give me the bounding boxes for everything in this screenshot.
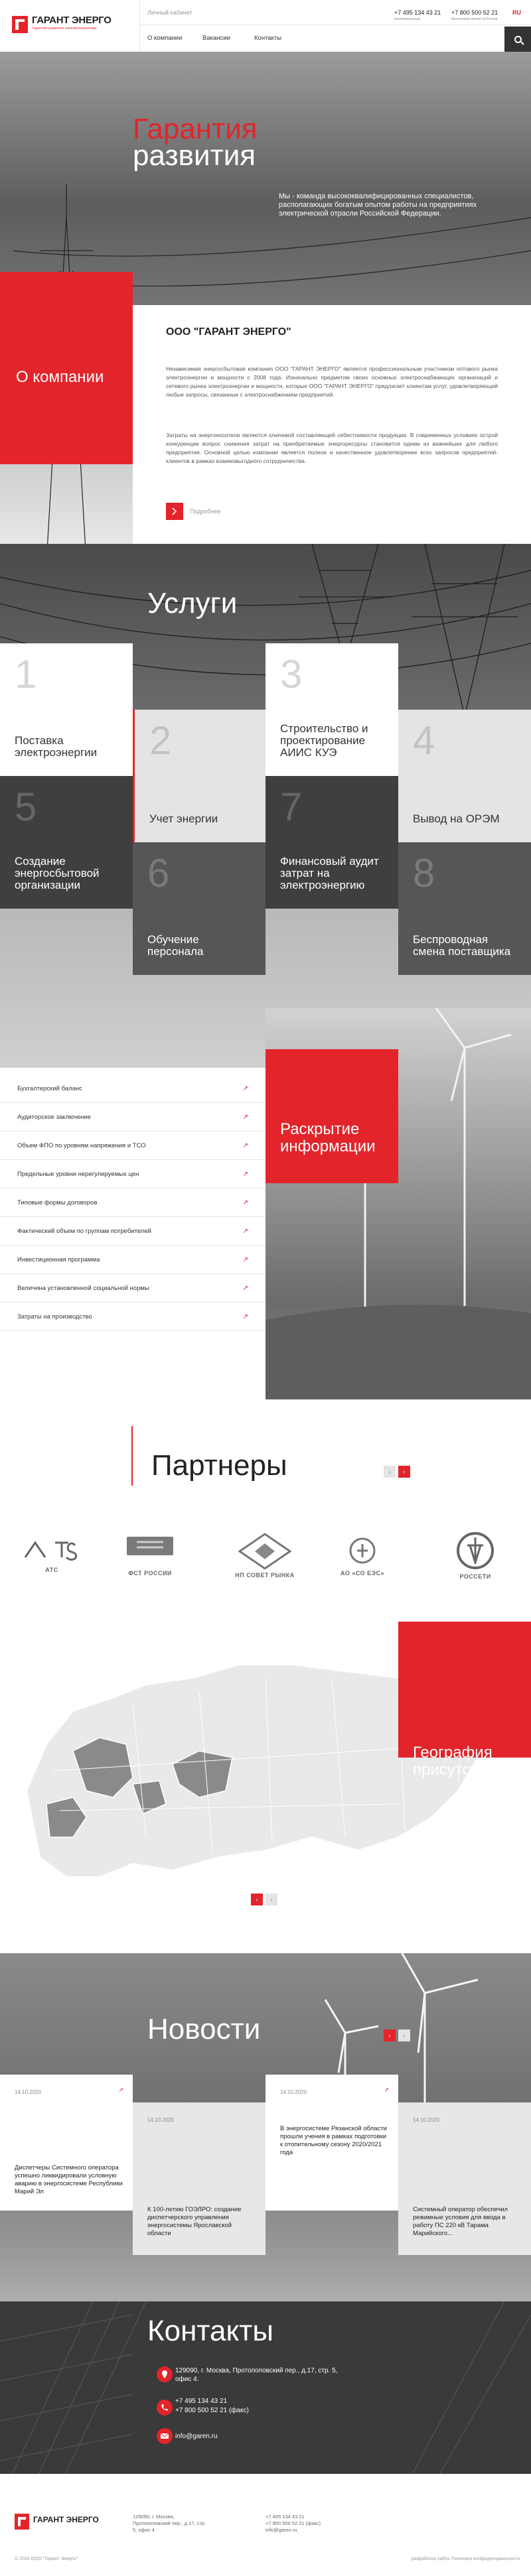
nav-vacancies[interactable]: Вакансии [202, 34, 230, 42]
service-tile-6[interactable] [133, 842, 266, 975]
geography-red-panel [398, 1622, 531, 1758]
phone-main[interactable]: +7 495 134 43 21 [394, 9, 441, 16]
list-item[interactable] [0, 1274, 266, 1303]
list-item[interactable] [0, 1189, 266, 1217]
contacts-title: Контакты [147, 2315, 274, 2347]
list-item-label: Бухгалтерский баланс [17, 1084, 82, 1092]
partners-title: Партнеры [151, 1449, 287, 1482]
service-label: Учет энергии [149, 812, 218, 825]
news-prev-button[interactable]: ‹ [384, 2029, 396, 2041]
service-tile-5[interactable] [0, 776, 133, 909]
news-text: Диспетчеры Системного оператора успешно ликвидировали условную аварию в энергосистеме Республики Марий Эл [15, 2164, 123, 2195]
about-paragraph-1: Независимая энергосбытовая компания ООО "ГАРАНТ ЭНЕРГО" является профессиональным участником оптового рынка электроэнергии и мощности с 2008 года. Изначально предметом своих основных электроснабжающих организаций и сетевого рынка электроэнергии и мощности, которые ООО "ГАРАНТ ЭНЕРГО" предлагает клиентам услуг, удовлетворяющий любые запросы, связанные с электроснабжением предприятий. [166, 365, 498, 398]
header [0, 0, 531, 52]
partners-next-button[interactable]: › [398, 1466, 410, 1478]
geography-title: География присутствия [413, 1744, 504, 1779]
search-icon [514, 36, 522, 43]
news-date: 14.10.2020 [280, 2089, 307, 2095]
list-item-label: Предельные уровни нерегулируемых цен [17, 1170, 139, 1178]
about-paragraph-2: Затраты на энергоносители являются ключевой составляющей себестоимости продукции. В современных условиях острой конкуренции вопрос снижения затрат на приобретаемые энергоресурсы становится одним из важнейших для любого предприятия. Основной целью компании является полное и качественное удовлетворение всех запросов предприятий-клиентов в рамках взаимовыгодного сотрудничества. [166, 432, 498, 464]
service-label: Финансовый аудит затрат на электроэнергию [280, 855, 379, 891]
partners-prev-button[interactable]: ‹ [384, 1466, 396, 1478]
news-card-3[interactable] [266, 2075, 398, 2211]
service-tile-4[interactable] [398, 710, 531, 842]
news-date: 14.10.2020 [147, 2117, 175, 2123]
news-date: 14.10.2020 [413, 2117, 440, 2123]
list-item[interactable] [0, 1217, 266, 1246]
phone-main-note: многоканальный [394, 17, 420, 21]
nav-about[interactable]: О компании [147, 34, 183, 42]
about-more-label[interactable]: Подробнее [190, 508, 221, 515]
list-item-label: Аудиторское заключение [17, 1113, 91, 1121]
list-item[interactable] [0, 1246, 266, 1274]
footer-logo-icon[interactable] [15, 2514, 29, 2530]
about-card-title: ООО "ГАРАНТ ЭНЕРГО" [166, 326, 291, 338]
arrow-up-right-icon: ↗ [118, 2087, 123, 2093]
arrow-up-right-icon: ↗ [242, 1227, 248, 1235]
footer-copyright: © 2020 ООО "Гарант Энерго" [15, 2557, 78, 2561]
service-tile-1[interactable] [0, 643, 133, 776]
ats-logo-icon [19, 1537, 85, 1564]
phone-free-note: бесплатный звонок по России [451, 17, 498, 21]
news-title: Новости [147, 2013, 261, 2045]
geography-next-button[interactable]: › [266, 1894, 277, 1905]
so-ees-emblem-icon [342, 1534, 382, 1567]
about-more-button[interactable] [166, 503, 183, 520]
contact-address: 129090, г. Москва, Протопоповский пер., д.17, стр. 5, офис 4. [175, 2367, 338, 2383]
arrow-up-right-icon: ↗ [384, 2087, 389, 2093]
geography-prev-button[interactable]: ‹ [251, 1894, 263, 1905]
fst-emblem-icon [117, 1534, 183, 1567]
disclosure-red-panel [266, 1049, 398, 1183]
news-text: Системный оператор обеспечил режимные условия для ввода в работу ПС 220 кВ Тарама Марийского... [413, 2206, 508, 2237]
service-tile-3[interactable] [266, 643, 398, 776]
footer-dev-link[interactable]: разработка сайта [412, 2557, 450, 2561]
footer-phones: +7 495 134 43 21 +7 800 500 52 21 (факс) info@garen.ru [266, 2514, 321, 2533]
list-item[interactable] [0, 1160, 266, 1189]
mail-icon [157, 2428, 173, 2444]
news-date: 14.10.2020 [15, 2089, 42, 2095]
service-tile-7[interactable] [266, 776, 398, 909]
news-card-1[interactable] [0, 2075, 133, 2211]
arrow-up-right-icon: ↗ [242, 1084, 248, 1092]
footer-logo-text[interactable]: ГАРАНТ ЭНЕРГО [33, 2515, 99, 2524]
service-label: Обучение персонала [147, 933, 204, 958]
arrow-up-right-icon: ↗ [242, 1170, 248, 1178]
service-number: 5 [15, 785, 37, 829]
disclosure-title: Раскрытие информации [280, 1120, 376, 1155]
news-text: В энергосистеме Рязанской области прошли учения в рамках подготовки к отопительному сезону 2020/2021 года [280, 2125, 387, 2156]
footer-address: 129090, г. Москва, Протопоповский пер., д.17, стр. 5, офис 4. [133, 2514, 206, 2533]
nav-contacts[interactable]: Контакты [254, 34, 282, 42]
service-tile-8[interactable] [398, 842, 531, 975]
partners-accent-line [131, 1426, 133, 1486]
services-title: Услуги [147, 587, 238, 619]
news-text: К 100-летию ГОЭЛРО: создание диспетчерского управления энергосистемы Ярославской области [147, 2206, 242, 2237]
disclosure-list [0, 1074, 266, 1331]
list-item-label: Величина установленной социальной нормы [17, 1284, 149, 1292]
service-label: Беспроводная смена поставщика [413, 933, 511, 958]
partner-caption: АО «СО ЕЭС» [340, 1570, 385, 1577]
personal-account-link[interactable]: Личный кабинет [147, 9, 192, 16]
list-item-label: Типовые формы договоров [17, 1198, 98, 1206]
service-label: Поставка электроэнергии [15, 734, 98, 759]
phone-free[interactable]: +7 800 500 52 21 [451, 9, 498, 16]
list-item[interactable] [0, 1303, 266, 1331]
arrow-right-icon [166, 503, 183, 520]
service-number: 4 [413, 718, 435, 763]
list-item-label: Затраты на производство [17, 1313, 92, 1320]
logo-icon[interactable] [12, 16, 28, 33]
language-switch[interactable]: RU [512, 9, 521, 16]
arrow-up-right-icon: ↗ [242, 1284, 248, 1292]
hero-title-line1: Гарантия [133, 113, 258, 145]
arrow-up-right-icon: ↗ [242, 1113, 248, 1121]
partner-caption: АТС [45, 1567, 58, 1573]
news-card-2[interactable] [133, 2102, 266, 2255]
rosseti-emblem-icon [455, 1531, 495, 1571]
news-card-4[interactable] [398, 2102, 531, 2255]
service-number: 3 [280, 652, 303, 696]
list-item-label: Инвестиционная программа [17, 1256, 100, 1263]
service-label: Создание энергосбытовой организации [15, 855, 100, 891]
divider [139, 0, 140, 52]
list-item-label: Фактический объем по группам потребителей [17, 1227, 151, 1235]
service-number: 1 [15, 652, 37, 696]
location-pin-icon [157, 2366, 173, 2382]
contact-email[interactable]: info@garen.ru [175, 2433, 218, 2440]
list-item[interactable] [0, 1074, 266, 1103]
service-tile-2[interactable] [133, 710, 266, 842]
logo-tagline: Гарантия развития электроэнергетики [32, 27, 97, 31]
news-next-button[interactable]: › [398, 2029, 410, 2041]
partner-logo-fst[interactable] [106, 1519, 194, 1592]
service-number: 8 [413, 851, 435, 895]
contact-phone-2[interactable]: +7 800 500 52 21 (факс) [175, 2407, 249, 2414]
partner-logo-ats[interactable] [8, 1519, 96, 1592]
list-item[interactable] [0, 1131, 266, 1160]
search-button[interactable] [504, 27, 531, 52]
about-section-title: О компании [16, 368, 104, 386]
hero-title-line2: развития [133, 139, 256, 172]
logo-text[interactable]: ГАРАНТ ЭНЕРГО [32, 15, 112, 26]
list-item[interactable] [0, 1103, 266, 1131]
partner-logo-np-sovet[interactable] [221, 1519, 309, 1592]
phone-icon [157, 2400, 173, 2415]
service-label: Строительство и проектирование АИИС КУЭ [280, 722, 368, 759]
arrow-up-right-icon: ↗ [242, 1198, 248, 1206]
contact-phone-1[interactable]: +7 495 134 43 21 [175, 2398, 228, 2405]
partner-logo-so-ees[interactable] [319, 1519, 406, 1592]
partner-caption: ФСТ РОССИИ [128, 1570, 172, 1577]
list-item-label: Объем ФПО по уровням напряжения и ТСО [17, 1141, 146, 1149]
service-label: Вывод на ОРЭМ [413, 812, 500, 825]
hero-description: Мы - команда высококвалифицированных специалистов, располагающих богатым опытом работы на предприятиях электрической отрасли Российской Федерации. [279, 192, 477, 218]
arrow-up-right-icon: ↗ [242, 1313, 248, 1320]
service-number: 2 [149, 718, 172, 763]
arrow-up-right-icon: ↗ [242, 1141, 248, 1149]
partner-caption: РОССЕТИ [459, 1573, 491, 1580]
arrow-up-right-icon: ↗ [242, 1256, 248, 1263]
partner-caption: НП СОВЕТ РЫНКА [235, 1571, 295, 1578]
footer-policy-link[interactable]: Политика конфиденциальности [451, 2557, 520, 2561]
np-sovet-emblem-icon [238, 1533, 291, 1569]
partner-logo-rosseti[interactable] [431, 1519, 519, 1592]
service-number: 6 [147, 851, 170, 895]
service-number: 7 [280, 785, 303, 829]
